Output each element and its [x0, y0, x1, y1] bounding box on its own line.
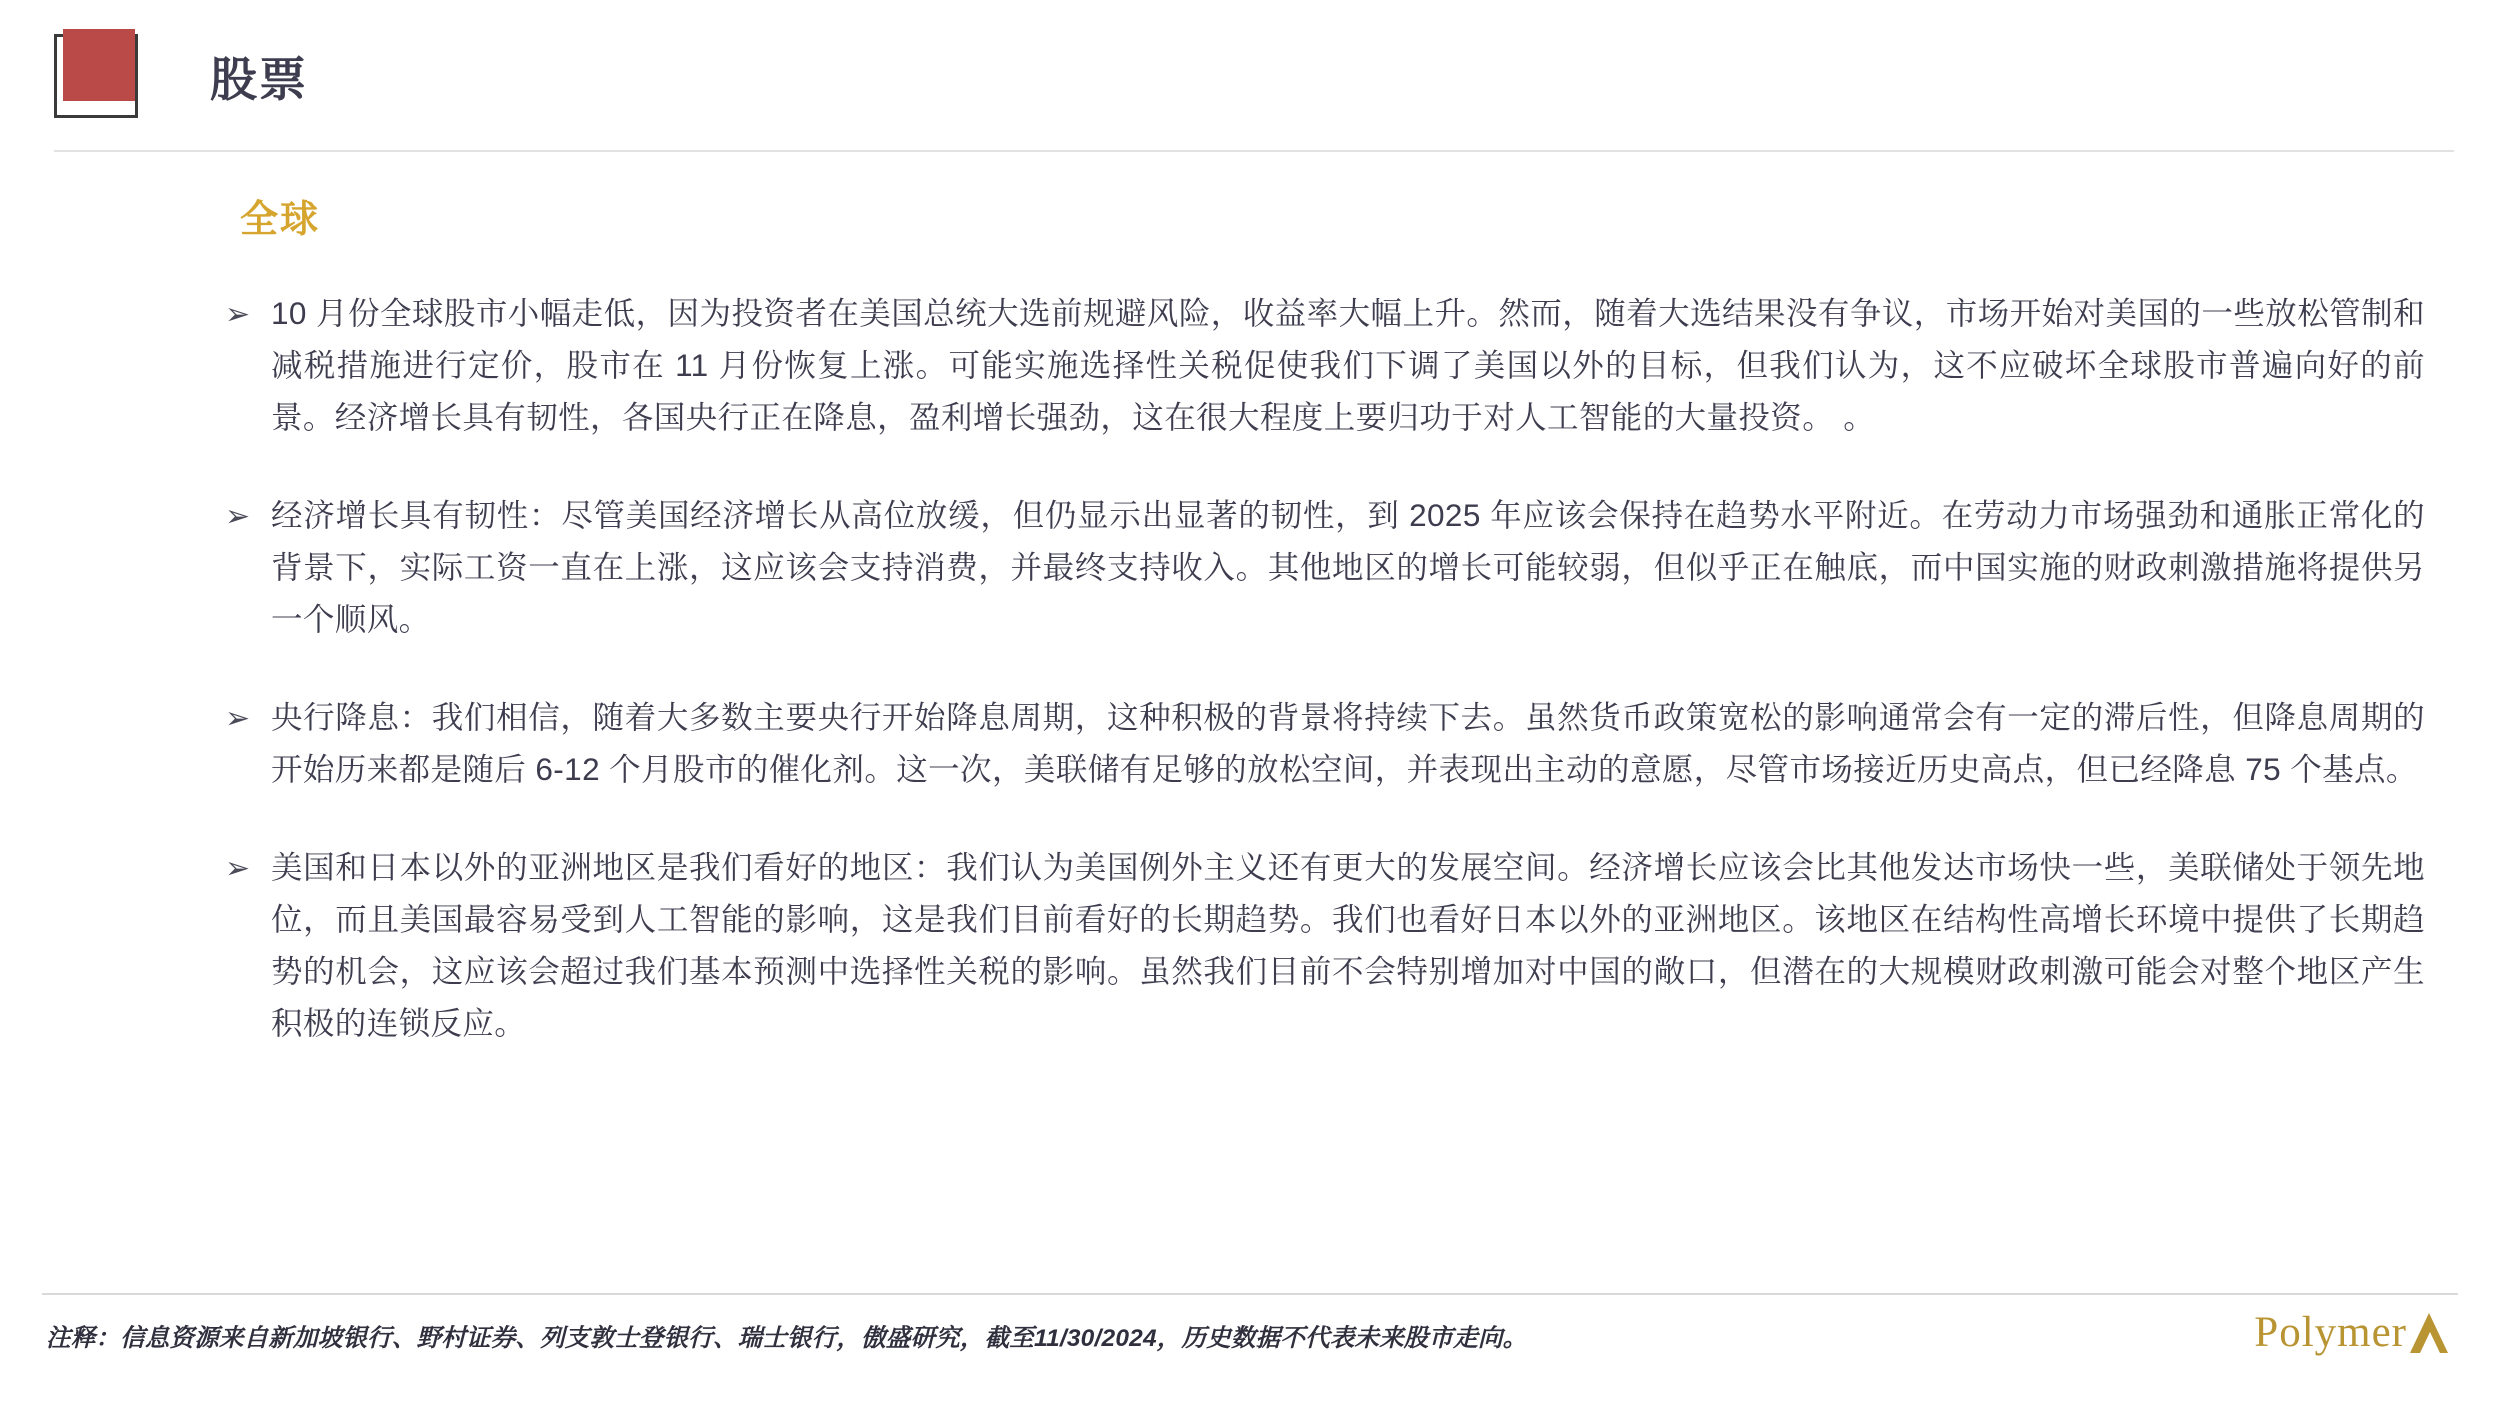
arrow-bullet-icon: ➢	[225, 298, 251, 331]
list-item	[225, 287, 2425, 443]
red-square-logo-icon	[54, 34, 138, 118]
page-title: 股票	[210, 52, 308, 106]
header-divider	[54, 150, 2454, 152]
triangle-a-logo-icon	[2410, 1313, 2448, 1353]
list-item-text: 10 月份全球股市小幅走低，因为投资者在美国总统大选前规避风险，收益率大幅上升。然而，随着大选结果没有争议，市场开始对美国的一些放松管制和减税措施进行定价，股市在 11 月份恢复上涨。可能实施选择性关税促使我们下调了美国以外的目标，但我们认为，这不应破坏全球股市普遍向好的前景。经济增长具有韧性，各国央行正在降息，盈利增长强劲，这在很大程度上要归功于对人工智能的大量投资。 。	[271, 295, 2425, 435]
section-title: 全球	[240, 199, 321, 241]
arrow-bullet-icon: ➢	[225, 500, 251, 533]
footnote-text: 注释：信息资源来自新加坡银行、野村证券、列支敦士登银行、瑞士银行，傲盛研究，截至11/30/2024，历史数据不代表未来股市走向。	[46, 1325, 1528, 1352]
brand-wordmark: Polymer	[2254, 1309, 2407, 1356]
arrow-bullet-icon: ➢	[225, 702, 251, 735]
list-item	[225, 691, 2425, 795]
list-item-text: 经济增长具有韧性：尽管美国经济增长从高位放缓，但仍显示出显著的韧性，到 2025 年应该会保持在趋势水平附近。在劳动力市场强劲和通胀正常化的背景下，实际工资一直在上涨，这应该会支持消费，并最终支持收入。其他地区的增长可能较弱，但似乎正在触底，而中国实施的财政刺激措施将提供另一个顺风。	[271, 497, 2425, 637]
slide-header	[0, 0, 2500, 152]
list-item	[225, 841, 2425, 1049]
slide-body	[0, 152, 2500, 1049]
slide-footer	[0, 1293, 2500, 1403]
bullet-list	[225, 287, 2425, 1049]
list-item-text: 美国和日本以外的亚洲地区是我们看好的地区：我们认为美国例外主义还有更大的发展空间。经济增长应该会比其他发达市场快一些，美联储处于领先地位，而且美国最容易受到人工智能的影响，这是我们目前看好的长期趋势。我们也看好日本以外的亚洲地区。该地区在结构性高增长环境中提供了长期趋势的机会，这应该会超过我们基本预测中选择性关税的影响。虽然我们目前不会特别增加对中国的敞口，但潜在的大规模财政刺激可能会对整个地区产生积极的连锁反应。	[271, 849, 2425, 1041]
brand-logo	[2254, 1311, 2448, 1354]
list-item-text: 央行降息：我们相信，随着大多数主要央行开始降息周期，这种积极的背景将持续下去。虽然货币政策宽松的影响通常会有一定的滞后性，但降息周期的开始历来都是随后 6-12 个月股市的催化剂。这一次，美联储有足够的放松空间，并表现出主动的意愿，尽管市场接近历史高点，但已经降息 75 个基点。	[271, 699, 2425, 787]
footer-divider	[42, 1293, 2458, 1295]
arrow-bullet-icon: ➢	[225, 852, 251, 885]
list-item	[225, 489, 2425, 645]
